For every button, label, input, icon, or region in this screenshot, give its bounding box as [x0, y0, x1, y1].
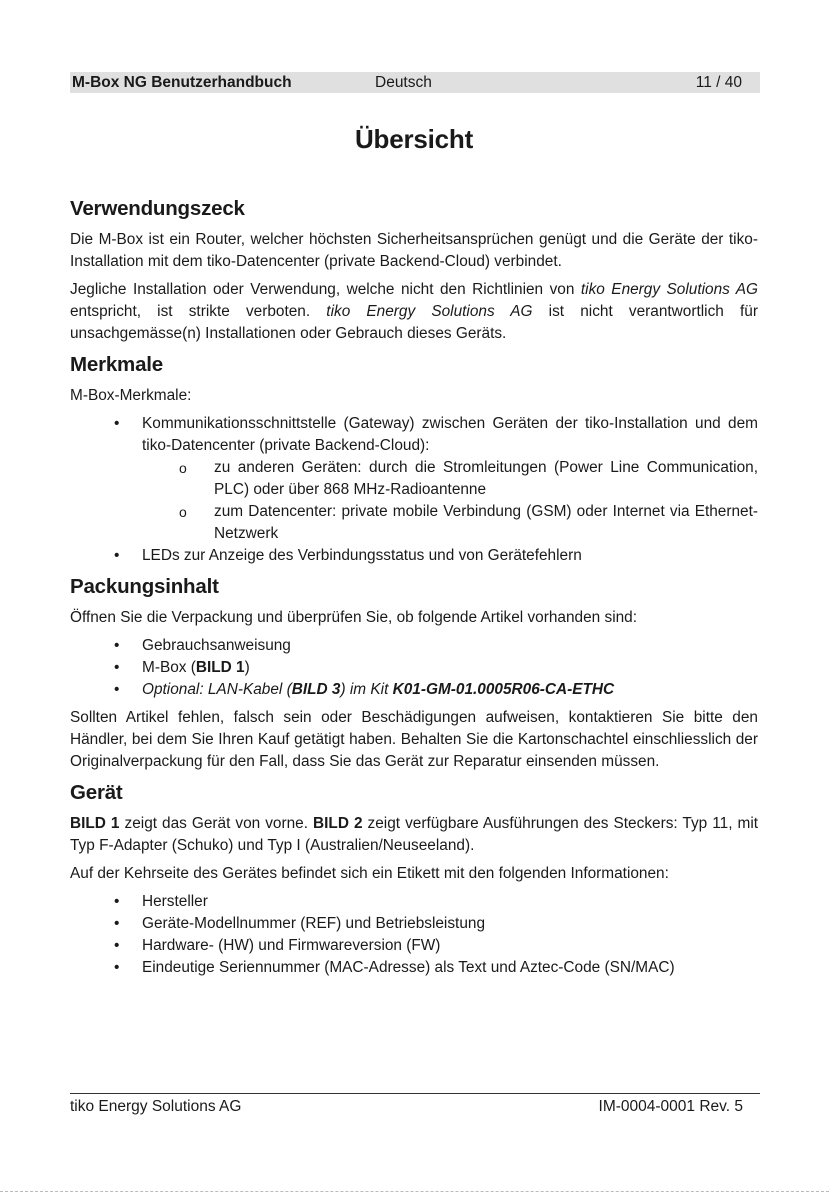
section-heading: Verwendungszeck: [70, 197, 245, 220]
figure-ref: BILD 1: [70, 815, 120, 832]
figure-ref: BILD 3: [291, 681, 341, 698]
text-run: zeigt verfügbare Ausführungen des Steckers: Typ 11, mit Typ F-Adapter (Schuko) und Typ I (Australien/Neuseeland).: [70, 815, 759, 854]
list-item: • LEDs zur Anzeige des Verbindungsstatus und von Gerätefehlern: [70, 545, 758, 567]
text-run: ): [244, 659, 250, 676]
page-header: [70, 72, 760, 93]
paragraph: [70, 279, 758, 345]
list-item: • Hardware- (HW) und Firmwareversion (FW): [70, 935, 758, 957]
bullet-list: [70, 635, 758, 701]
sub-list-item: o zu anderen Geräten: durch die Stromleitungen (Power Line Communication, PLC) oder über 868 MHz-Radioantenne: [142, 457, 758, 501]
text-run: ) im Kit: [340, 681, 393, 698]
section-heading: Packungsinhalt: [70, 575, 219, 598]
text-run: entspricht, ist strikte verboten.: [70, 303, 327, 320]
section-heading: Gerät: [70, 781, 123, 804]
list-item: • Gebrauchsanweisung: [70, 635, 758, 657]
main-content: [70, 195, 758, 985]
section-verwendungszweck: [70, 195, 758, 345]
company-name: tiko Energy Solutions AG: [580, 281, 758, 298]
paragraph: [70, 813, 758, 857]
text-run: ist nicht verantwortlich für unsachgemässe(n) Installationen oder Gebrauch dieses Geräts.: [70, 303, 758, 342]
paragraph: Auf der Kehrseite des Gerätes befindet sich ein Etikett mit den folgenden Informationen:: [70, 865, 669, 882]
paragraph: Sollten Artikel fehlen, falsch sein oder Beschädigungen aufweisen, kontaktieren Sie bitte den Händler, bei dem Sie Ihren Kauf getätigt haben. Behalten Sie die Kartonschachtel einschliesslich der Originalverpackung für den Fall, dass Sie das Gerät zur Reparatur einsenden müssen.: [70, 709, 758, 770]
figure-ref: BILD 2: [313, 815, 363, 832]
section-heading: Merkmale: [70, 353, 163, 376]
footer-company: tiko Energy Solutions AG: [70, 1098, 242, 1115]
paragraph: Öffnen Sie die Verpackung und überprüfen Sie, ob folgende Artikel vorhanden sind:: [70, 609, 638, 626]
sub-list-item: o zum Datencenter: private mobile Verbindung (GSM) oder Internet via Ethernet-Netzwerk: [142, 501, 758, 545]
list-item: [70, 657, 758, 679]
kit-number: K01-GM-01.0005R06-CA-ETHC: [392, 681, 615, 698]
section-packungsinhalt: [70, 573, 758, 773]
page-title: Übersicht: [354, 124, 474, 154]
bullet-list: [70, 891, 758, 979]
list-item: [70, 413, 758, 545]
text-run: Jegliche Installation oder Verwendung, welche nicht den Richtlinien von: [70, 281, 581, 298]
list-item: • Hersteller: [70, 891, 758, 913]
header-page-number: 11 / 40: [695, 74, 742, 91]
text-run: zeigt das Gerät von vorne.: [119, 815, 314, 832]
list-item: [70, 679, 758, 701]
company-name: tiko Energy Solutions AG: [326, 303, 533, 320]
paragraph: Die M-Box ist ein Router, welcher höchsten Sicherheitsansprüchen genügt und die Geräte der tiko-Installation mit dem tiko-Datencenter (private Backend-Cloud) verbindet.: [70, 231, 758, 270]
list-item: • Geräte-Modellnummer (REF) und Betriebsleistung: [70, 913, 758, 935]
figure-ref: BILD 1: [195, 659, 245, 676]
bullet-list: [70, 413, 758, 567]
section-geraet: [70, 779, 758, 979]
text-run: M-Box (: [142, 659, 196, 676]
list-item: • Eindeutige Seriennummer (MAC-Adresse) als Text und Aztec-Code (SN/MAC): [70, 957, 758, 979]
paragraph: M-Box-Merkmale:: [70, 387, 192, 404]
header-doc-title: M-Box NG Benutzerhandbuch: [72, 74, 292, 91]
sub-list: [142, 457, 758, 545]
list-item-text: Kommunikationsschnittstelle (Gateway) zwischen Geräten der tiko-Installation und dem tiko-Datencenter (private Backend-Cloud):: [142, 415, 758, 454]
section-merkmale: [70, 351, 758, 567]
text-run: Optional: LAN-Kabel (: [142, 681, 292, 698]
footer-divider: [70, 1093, 760, 1094]
header-language: Deutsch: [375, 74, 432, 91]
footer-doc-id: IM-0004-0001 Rev. 5: [598, 1098, 743, 1115]
